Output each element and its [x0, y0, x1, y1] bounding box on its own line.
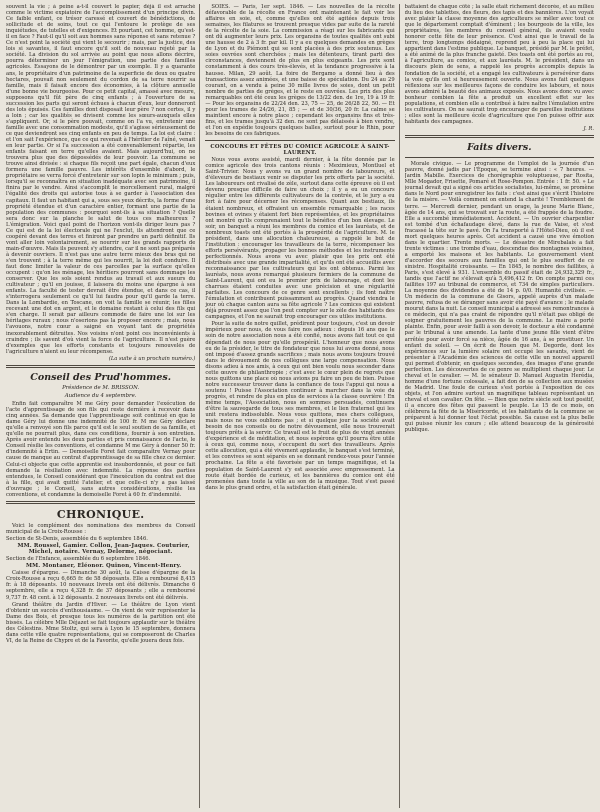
- chronique-section2-members: MM. Montaner, Eléonor. Quinon, Vincent-Henry.: [25, 563, 182, 570]
- conseil-president: Présidence de M. BRISSON.: [62, 384, 140, 391]
- column-middle: [205, 4, 399, 808]
- chronique-intro: Voici le complément des nominations des membres du Conseil municipal de la Croix-Rousse :: [6, 522, 196, 536]
- chronique-section1-title: Section de St-Denis, assemblée du 6 septembre 1846.: [6, 536, 148, 543]
- conseil-text: Enfin fait comparaître M me Géry pour demander l'exécution de l'acte d'apprentissage de son fils qui reste dernière à recevoir dans cinq années. Sa demande que l'apprentissage soit continué en que le dame Géry lui donne une indemnité de 100 fr. M me Géry déclare qu'elle a renvoyé son fils parce qu'il est le seul soutien de sa famille, et qu'elle ne pourrait plus, dans ces conditions, fournir à son entretien. Après avoir entendu les deux parties et pris connaissance de l'acte, le Conseil résilie les conventions, et condamne M me Géry à donner 50 fr. d'indemnité à Ertin. — Demoiselle Foret fait comparaître Vernay pour cause de manque au contrat d'apprentissage de sa fille chez ce dernier. Celui-ci objecte que cette apprentie est insubordonnée, et pour ce fait demande la résiliation avec indemnité. La réponse des parties entendues, le Conseil considérant que l'inexécution du contrat est due à la fille, qui avait quitté l'atelier, et que celle-ci n'y a pas laissé d'ouvrage ; le Conseil, sans autres considérations, résilie les conventions, et condamne la demoiselle Foret à 60 fr. d'indemnité.: [6, 401, 196, 498]
- chronique-theatre: Grand théâtre du Jardin d'Hiver. — Le théâtre de Lyon vient d'obtenir un succès d'enthousiasme. — On vient de voir représenter la Dame des Bois, et presque tous les numéros de la partition ont été bissés. La célèbre Mlle Déjazet se fait toujours applaudir sur le théâtre des Célestins. Mme Stoltz, qui sera à Lyon le 15 septembre, donnera dans cette ville quatre représentations, qui se composeront de Charles VI, de la Reine de Chypre et de la Favorite, qu'elle jouera deux fois.: [6, 601, 196, 644]
- article-agriculture-text: souvent la vie ; à peine a-t-il couvert le papier, déjà il est arraché comme le victime expiatoire de l'accomplissement d'un principe divin. Ce faible enfant, ce trésor caressé et couvert de bénédictions, de sollicitude et de soins, tout ce qui l'entoure le protège de ses inquiétudes, de tutelles et d'exigences. Et pourtant, cet homme, qu'est-il en face ? Faut-il qu'il soit aux hommes sans réponse et sans retenue ? Ce n'est point la société qui vient le secourir ; mais, par la justice, des lois si savantes, il faut encore qu'il soit de nouveau rejeté par la société. La division du sol arrivée au point que nous allons décrire, pourra déterminer un jour l'émigration, une partie des familles agricoles. Essayons de le démontrer par un exemple. Il y a quarante ans, le propriétaire d'un patrimoine de la superficie de deux ou quatre hectares, pouvait non seulement du cordon de sa terre nourrir sa famille, mais il faisait encore des économies, à la clôture annuelle d'une bonne vie bourgeoise. Pour ce petit capital, amassé avec mesure, supposons qu'il fût père de cinq enfants ; à l'ouverture de sa succession les parts qui seront échues à chacun d'eux, leur donneront des lots épuisés. Ces familles dont disposait leur père ? non certes, il y a loin ; car les qualités se divisent comme les sœurs-auxquels elles s'appliquent. Or, si le père pouvait, comme on l'a vu, entretenir une famille avec une consommation modeste, qu'il s'agisse sérieusement de ce que deviendront ses cinq enfants en peu de temps. La loi est claire : et l'on sait l'expérience, que ce qui revenait à l'héritier de l'aîné, venait en leur partie. Or si l'a succession a été convenablement répartie, les enfants faisant en terre qu'elles avaient. Mais aujourd'hui, on ne trouvera plus que des dépossédés de leur pouvoir. La commune se trouve ainsi divisée : si chaque fils reçoit une part égale, chacun d'eux formera une famille pauvre. Les intérêts d'ensemble d'abord, le propriétaire se verra forcé d'entretenir sur son lopin le minimum ; puis, lorsqu'il se reconnaîtra en situation inadéquate avec son patrimoine, il finira par le vendre. Ainsi s'accomplit le morcellement rural, malgré l'égalité des droits qui autorise tous à se garder à l'association des capitaux. Il faut un habitant qui a, sous ses yeux décrits, la forme d'une propriété étendue et d'un caractère entier, formant une partie de la population des communes : pourquoi sont-ils à sa situation ? Quelle sera donc sur la planche le salut de tous ces malheureux ? L'émigration. Voici quel point de l'horizon vont-ils diriger leurs pas ? Ce qui est de la loi électorale qui ne l'exclut, ils attendront que ce coopéré devant des terres et finiront par prendre un parti définitif. Ils vont aller loin volontairement, se nourrir sur les grands rapports de main-d'œuvre. Mais ils peuvent s'y attendre, car il ne sont pas préparés à devenir ouvriers. Il n'est pas une autre terre mieux des bras qui ne s'en trouvent ; à la terre même qui les nourrit, la loi doit conduire. Il faut donc limiter la valeur de ces parcelles par la surface qu'elles occupent : qu'on les ménage, les héritiers pourront sans dommage les conserver. Que les sols soient rendus au travail et aux sueurs du cultivateur ; qu'il en jouisse, il laissera du moins une épargne à ses enfants. La faculté de tester devrait être étendue, et dans ce cas, il s'interrogera seulement ce qu'il lui faudra pour qu'il garde la terre. Dans la Lombardie, en Toscane, on voit la famille se réunir, les filles recevant une dot en argent, et le domaine restant à celui des fils qui s'en charge. Il serait par ailleurs commode de faire une loi sur les héritages ruraux ; nous n'oserions pas la proposer encore ; mais, nous l'avouons, notre cœur a saigné en voyant tant de propriétés inexorablement détruites. Nos voisins n'ont point ces inconvénients à craindre ; ils savent d'où vient la force de l'agriculture. Il n'est guère d'exemples que les efforts constants et toujours renouvelés de l'agriculture n'aient eu leur récompense.: [6, 4, 196, 355]
- concours-heading: CONCOURS ET FÊTES DU COMICE AGRICOLE À SAINT-LAURENT.: [210, 144, 390, 157]
- faits-divers-text: Morale civique. — Le programme de l'emploi de la journée d'un pauvre, donné jadis par l'Époque, se termine ainsi : « 7 heures. — Jardin Mabille. Exercices de chorégraphie voluptueuse, par Rosita, Mlle Mogador, Frisette, Pomaré et Rose-Pompon. Entrée : 1 fr. 50. » Le journal devait qui a signé ces articles socialistes, lui-même, se promène dans le Nord pour enregistrer les faits : c'est ainsi que s'écrit l'histoire de la misère. — Voilà comment on entend la charité ! Tremblement de terre. — Mercredi dernier, pendant un orage, la jeune Marie Blanc, âgée de 14 ans, qui se trouvait sur la route, a été frappée de la foudre. Elle a succombé immédiatement. Accident. — Un ouvrier charpentier est tombé d'un échafaudage élevé, dans la rue de Vaise, et s'est fracassé la tête sur le pavé. On l'a transporté à l'Hôtel-Dieu, où il est mort quelques heures après. Cet accident a causé une vive émotion dans le quartier. Trente morts. — Le désastre de Mirebalais a fait trente victimes : une trombe d'eau, descendue des montagnes voisines, a emporté les maisons et les habitants. Le gouvernement vient d'accorder des secours aux familles qui ont le plus souffert de ce sinistre. Hospitalité croissante. — En 1845, le nombre des faillites, à Paris, s'est élevé à 931. L'ensemble du passif était de 24,932,329 fr., tandis que l'actif ne s'élevait qu'à 5,496,412 fr. On compte parmi ces faillites 197 au tribunal de commerce, et 734 de simples particuliers. La moyenne des dividendes a été de 14 p. 0/0. Humanité civilisée. — Un médecin de la commune de Gisors, appelé auprès d'un malade pauvre, refusa de se déranger sans avoir été payé d'avance ; le malade mourut dans la nuit. Le conseil municipal a adressé ses remontrances à ce médecin, qui n'a pas craint de répondre qu'il n'était pas obligé de soigner gratuitement les pauvres de la commune. Le maire a porté plainte. Enfin, pour avoir failli à son devoir, le docteur a été condamné par le tribunal à une amende. La tante d'une jeune fille vient d'être arrêtée pour avoir forcé sa nièce, âgée de 16 ans, à se prostituer. Un enfant du soleil. — On écrit de Rouen que M. Degorde, dont les expériences sur la lumière solaire ont occupé les savants, vient de présenter à l'Académie des sciences de cette ville un nouvel appareil qui permet d'obtenir, en quelques secondes, des images d'une grande perfection. Les découvertes de ce genre se multiplient chaque jour. Le cheval et le cavalier. — M. le sénateur D. Manuel Augustin Herédia, homme d'une fortune colossale, a fait don de sa collection aux musées de Madrid. Une foule de curieux s'est portée à l'exposition de ces objets, et l'on admire surtout un magnifique tableau représentant un cheval et son cavalier. On fête. — Bien que notre siècle soit tout positif, il a encore des fêtes qui passent le peuple. Le 15 de ce mois, on célébrera la fête de la Miséricorde, et les habitants de la commune se préparent à lui donner tout l'éclat possible. Sa cause est la plus belle qui puisse réunir les cœurs ; elle attend beaucoup de la générosité publique.: [404, 161, 594, 434]
- chronique-heading: CHRONIQUE.: [56, 507, 145, 521]
- continued-note: (La suite à un prochain numéro.): [108, 355, 196, 362]
- concours-text-continued: Pour la suite de notre quillet, prédirent pour toujours, c'est un devoir impérieux pour nous, de vous faire nos adieux : depuis 16 ans que le soin de notre association nous a été confié, nous avons fait tout ce qui dépendait de nous pour qu'elle prospérât. L'honneur que nous avons eu de la présider, le titre de fondateur que nous lui avons donné, nous ont imposé d'assez grands sacrifices ; mais nous avons toujours trouvé dans le dévouement de nos collègues une large compensation. Nous disons adieu à nos amis, à ceux qui ont bien voulu nous seconder dans cette œuvre de philanthropie ; c'est avec le cœur plein de regrets que nous quittons une place où nous avions pu faire un peu de bien. Puisse notre successeur trouver dans la confiance de tous l'appui qui nous a soutenu ! Puisse l'Association continuer à marcher dans la voie du progrès, et rendre de plus en plus de services à la classe ouvrière ! En même temps, l'Association, nous en sommes persuadés, continuera d'être la sauvegarde de tous ses membres, et le lien fraternel qui les unit restera indissoluble. Nous vous quittons, mes chers collègues, mais nous ne vous oublions pas ; et si quelque jour la société avait besoin de nos conseils ou de notre dévouement, elle nous trouverait toujours prêts à la servir. Ce travail est le fruit de plus de vingt années d'expérience et de méditation, et nous espérons qu'il pourra être utile à ceux qui, comme nous, s'occupent du sort des travailleurs. Après cette allocution, qui a été vivement applaudie, le banquet s'est terminé, et les convives se sont séparés en se donnant rendez-vous pour l'année prochaine. La fête a été favorisée par un temps magnifique, et la population de Saint-Laurent s'y est associée avec empressement. La route était bordée de curieux, et les bannières du comice ont été promenées dans toute la ville au son de la musique. Tout s'est passé dans le plus grand ordre, et la satisfaction était générale.: [205, 321, 395, 491]
- chronique-section2-title: Section de l'Enfance, assemblée du 6 septembre 1846.: [6, 556, 151, 563]
- section-divider: [405, 135, 594, 138]
- section-divider: [6, 365, 195, 368]
- conseil-date: Audience du 4 septembre.: [64, 393, 137, 399]
- article-soies-text: SOIES. — Paris, 1er sept. 1846. — Les nouvelles de la récolte défavorable de la récolte en France ont maintenant le fait voir les affaires en soie, et, comme qu'elles ont été agitées depuis trois semaines, les filatures se trouvent presque vides par suite de la rareté de la récolte de la soie. La commission a réagi sur les fabricants qui ont dû augmenter leurs prix. Les organsins de toutes qualités ont subi une hausse de 2 à 3 fr. par kil. Il y a eu quelques demandes en grèges de Lyon et du Piémont qui se sont placées à des prix soutenus. Les soies ouvrées sont cherchées ; mais les détenteurs, tirant parti des circonstances, deviennent de plus en plus exigeants. Les prix sont constamment à des cours très-élevés, et la tendance progressive à la hausse. Milan, 29 août. La foire de Bergamo a donné lieu à des transactions assez animées, et une baisse de spéculation. Du 24 au 29 courant, on a vendu à peine 30 mille livres de soies, dont un petit nombre de parties de grèges, et le reste en ouvrées. Les prix des plus remarquables ont été ceux les grèges de 13/22 den. de 1re, 19 à 19 fr. — Pour les organsins de 22/24 den. 23, 75 — 25, de 26/28 22, 50. — Et pour les trames de 24/26, 21, 85 ; — et de 30/36, 20 fr. La calme se maintient encore à notre place ; cependant les organsins fins et très-fins, et les trames jusqu'à 32 den. ne sont pas délaissés à bien vendre, et l'on en expédie toujours quelques balles, surtout pour le Rhin, pour les besoins de ces fabriques.: [205, 4, 395, 137]
- article-fete-text: battaient de chaque côté ; la salle était richement décorée, et au milieu du lieu des tablettes, des fleurs, des tapis et des bannières. L'on voyait avec plaisir la classe moyenne des agriculteurs se mêler avec tout ce que le département comptait d'éminent ; les bourgeois de la ville, les propriétaires, les membres du conseil général, ils avaient voulu honorer cette fête de leur présence. C'est ainsi que le travail de la terre, trop longtemps dédaigné, reprend peu à peu la place qui lui appartient dans l'estime publique. Le banquet, présidé par M. le préfet, a été animé de la plus franche gaieté. Des toasts ont été portés au roi, à l'agriculture, au comice, et aux lauréats. M. le président, dans un discours plein de sens, a rappelé les progrès accomplis depuis la fondation de la société, et a engagé les cultivateurs à persévérer dans la voie qu'ils ont si heureusement ouverte. Nous avons fait quelques réflexions sur les meilleures façons de conduire les labours, et nous avons admiré la beauté des animaux exposés. Nous avons donc vu avec bonheur combien la fête a produit un excellent effet sur les populations, et combien elle a contribué à faire naître l'émulation entre les cultivateurs. On ne saurait trop encourager de pareilles institutions ; elles sont la meilleure école d'agriculture que l'on puisse offrir aux habitants des campagnes.: [404, 4, 594, 125]
- section-divider: [205, 140, 394, 141]
- column-left: [6, 4, 200, 808]
- conseil-heading: Conseil des Prud'hommes.: [30, 371, 172, 383]
- concours-text: Nous vous avons assisté, mardi dernier, à la fête donnée par le comice agricole des trois cantons réunis : Meximieux, Montluel et Saint-Trivier. Nous y avons vu un grand nombre de laboureurs, et d'éleveurs de bestiaux venir se disputer les prix offerts par la société. Les laboureurs ont rivalisé de zèle, surtout dans cette épreuve où il est devenu presque difficile de faire un choix ; il y a eu un concours régulier entre les différents cultivateurs de la contrée, et le jury a eu fort à faire pour décerner les récompenses. Quant aux bestiaux, ils étaient nombreux, et offraient un ensemble remarquable ; les races bovines et ovines y étaient fort bien représentées, et les propriétaires ont montré qu'ils comprenaient tout le bénéfice d'un bon élevage. Le soir, un banquet a réuni les membres du comice et les lauréats, et de nombreux toasts ont été portés à la prospérité de l'agriculture. M. le président, dans une allocution chaleureuse, a rappelé le but de l'institution : encourager les travailleurs de la terre, récompenser les efforts persévérants, propager les bonnes méthodes et les instruments perfectionnés. Nous avons vu avec plaisir que les prix ont été distribués avec une grande impartialité, et qu'ils ont été accueillis avec reconnaissance par les cultivateurs qui les ont obtenus. Parmi les lauréats, nous avons remarqué plusieurs fermiers de la commune de Saint-Laurent, qui ont eu le premier prix de labourage, et dont les charrues étaient conduites avec une précision et une régularité parfaites. Les concours de ce genre sont excellents ; ils font naître l'émulation et contribuent puissamment au progrès. Quand viendra le jour où chaque canton aura sa fête agricole ? Les comices qui existent déjà prouvent assez que l'on peut compter sur le zèle des habitants des campagnes, et l'on ne saurait trop encourager ces utiles institutions.: [205, 157, 395, 321]
- article-signature: J. R.: [583, 125, 594, 132]
- column-right: [405, 4, 594, 808]
- chronique-section1-members: MM. Roussel, Gamier. Collon, Jean-Jaques. Couturier, Michel, notaire. Vernay, Delorme, négociant.: [17, 543, 190, 556]
- section-divider: [405, 157, 594, 158]
- section-divider: [6, 501, 195, 504]
- chronique-caisse: Caisse d'épargne. — Dimanche 30 août, la Caisse d'épargne de la Croix-Rousse a reçu 6,665 fr. de 58 déposants. Elle a remboursé 8,415 fr. à 18 déposants. 10 nouveaux livrets ont été délivrés. Dimanche 6 septembre, elle a reçu 4,328 fr. de 37 déposants ; elle a remboursé 9,737 fr. 48 cent. à 12 déposants. 2 nouveaux livrets ont été délivrés.: [6, 570, 196, 601]
- faits-divers-heading: Faits divers.: [467, 142, 532, 154]
